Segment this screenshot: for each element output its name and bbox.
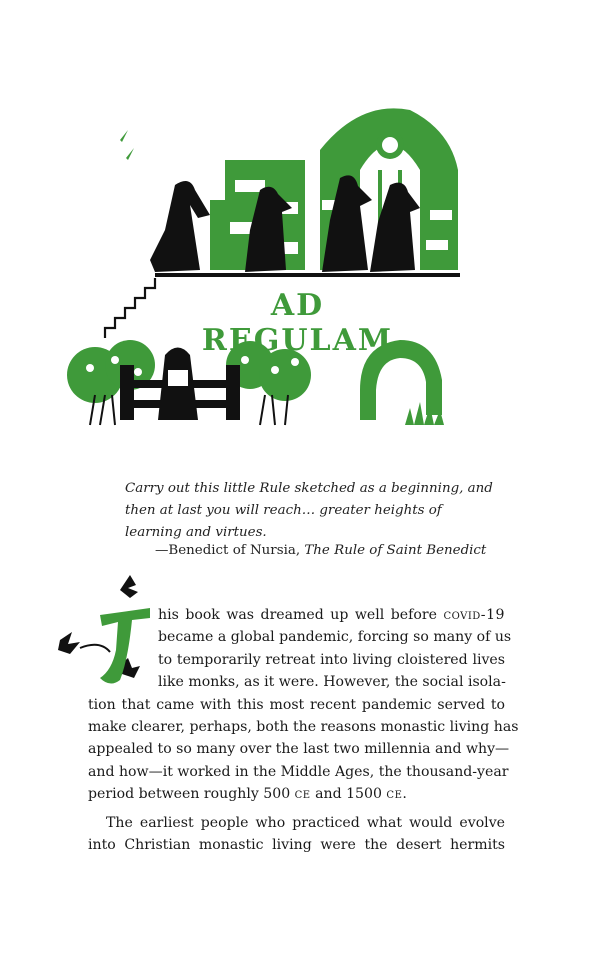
body-line: and how—it worked in the Middle Ages, the thousand-year bbox=[88, 763, 509, 780]
body-line: like monks, as it were. However, the social isola- bbox=[158, 674, 506, 691]
monks-illustration bbox=[60, 90, 480, 435]
epigraph-attribution bbox=[155, 543, 515, 558]
covid-term: covid-19 bbox=[443, 607, 505, 623]
epigraph-quote: Carry out this little Rule sketched as a beginning, and then at last you will reach… greater heights of learning and virtues. bbox=[125, 481, 493, 540]
body-line: became a global pandemic, forcing so many of us bbox=[158, 629, 512, 646]
body-line: period between roughly 500 ce and 1500 ce. bbox=[88, 786, 407, 803]
body-line: his book was dreamed up well before covid-19 bbox=[158, 607, 505, 623]
attribution-author: —Benedict of Nursia, bbox=[155, 543, 305, 558]
body-line: tion that came with this most recent pandemic served to bbox=[88, 696, 505, 713]
era-ce: ce bbox=[294, 786, 311, 803]
body-line: The earliest people who practiced what would evolve bbox=[106, 814, 505, 831]
dropcap-letter: T bbox=[100, 680, 101, 681]
body-text bbox=[88, 604, 519, 856]
epigraph bbox=[125, 478, 497, 544]
ground-line bbox=[155, 273, 460, 277]
attribution-book-title: The Rule of Saint Benedict bbox=[304, 543, 487, 558]
body-line: to temporarily retreat into living cloistered lives bbox=[158, 651, 505, 668]
body-line: make clearer, perhaps, both the reasons monastic living has bbox=[88, 719, 519, 736]
birds-icon bbox=[112, 130, 134, 160]
body-line: into Christian monastic living were the desert hermits bbox=[88, 837, 505, 854]
chapter-title: AD REGULAM bbox=[201, 288, 394, 358]
body-line: appealed to so many over the last two millennia and why— bbox=[88, 741, 510, 758]
era-ce: ce bbox=[386, 786, 403, 803]
staircase-icon bbox=[105, 278, 155, 338]
